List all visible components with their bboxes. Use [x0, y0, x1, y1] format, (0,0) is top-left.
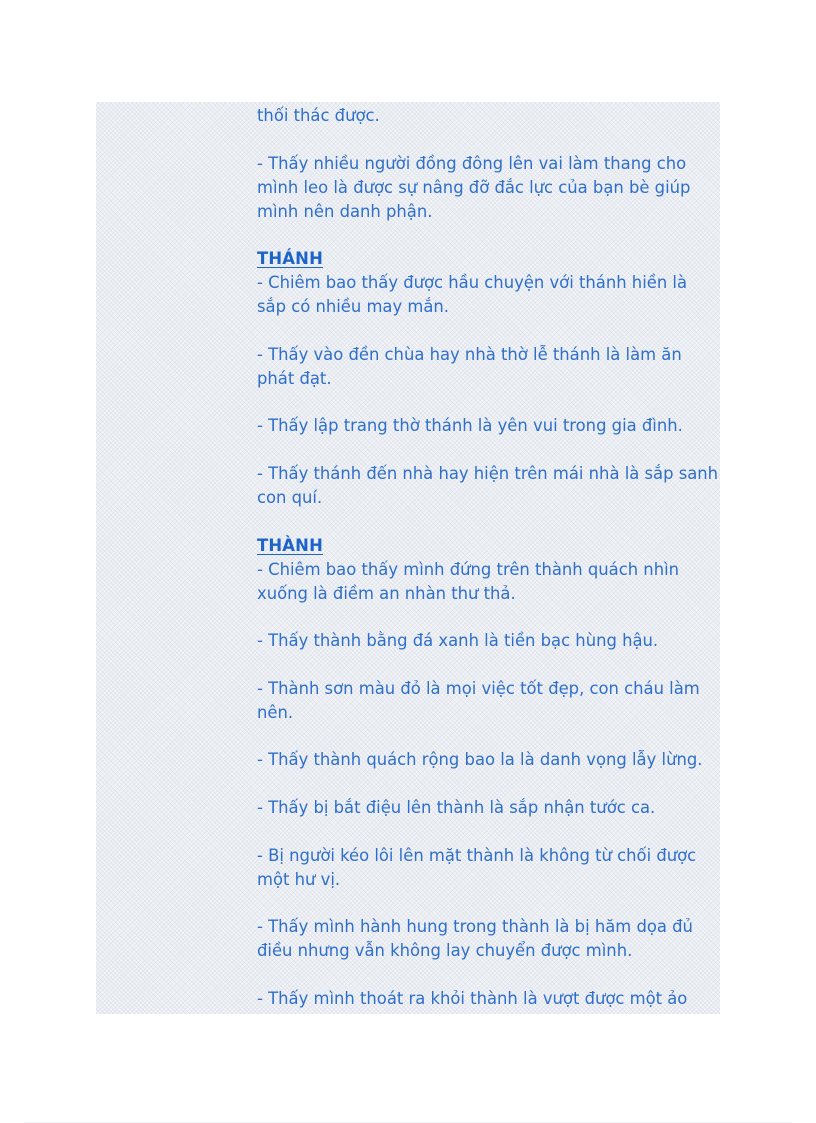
text-line: nên.	[257, 702, 294, 722]
section-heading: THÀNH	[257, 535, 324, 555]
text-line: - Thấy bị bắt điệu lên thành là sắp nhận tước ca.	[257, 797, 656, 817]
text-line: phát đạt.	[257, 368, 332, 388]
text-line: - Thấy thành bằng đá xanh là tiền bạc hùng hậu.	[257, 631, 659, 651]
text-line: con quí.	[257, 487, 323, 507]
text-line: mình leo là được sự nâng đỡ đắc lực của bạn bè giúp	[257, 177, 691, 197]
text-line: điều nhưng vẫn không lay chuyển được mình.	[257, 941, 633, 961]
section-thanh-citadel	[257, 534, 717, 1011]
text-line: - Thấy mình thoát ra khỏi thành là vượt được một ảo	[257, 988, 688, 1008]
text-line: - Thành sơn màu đỏ là mọi việc tốt đẹp, con cháu làm	[257, 678, 700, 698]
text-line: - Thấy thành quách rộng bao la là danh vọng lẫy lừng.	[257, 750, 703, 770]
text-line: xuống là điềm an nhàn thư thả.	[257, 583, 516, 603]
section-thanh-saint	[257, 247, 717, 510]
text-line: - Thấy lập trang thờ thánh là yên vui trong gia đình.	[257, 416, 683, 436]
text-line: - Chiêm bao thấy mình đứng trên thành quách nhìn	[257, 559, 680, 579]
text-line: - Thấy mình hành hung trong thành là bị hăm dọa đủ	[257, 917, 693, 937]
text-line: sắp có nhiều may mắn.	[257, 297, 449, 317]
text-line: - Bị người kéo lôi lên mặt thành là không từ chối được	[257, 845, 697, 865]
page-panel	[96, 102, 720, 1014]
document-content	[257, 102, 717, 1011]
text-line: - Thấy nhiều người đồng đông lên vai làm thang cho	[257, 153, 687, 173]
text-line: thối thác được.	[257, 106, 380, 125]
intro-block	[257, 104, 717, 224]
text-line: mình nên danh phận.	[257, 201, 433, 221]
section-heading: THÁNH	[257, 249, 324, 269]
text-line: - Thấy vào đền chùa hay nhà thờ lễ thánh là làm ăn	[257, 344, 682, 364]
text-line: - Thấy thánh đến nhà hay hiện trên mái nhà là sắp sanh	[257, 463, 719, 483]
text-line: - Chiêm bao thấy được hầu chuyện với thánh hiền là	[257, 273, 688, 293]
text-line: một hư vị.	[257, 869, 341, 889]
